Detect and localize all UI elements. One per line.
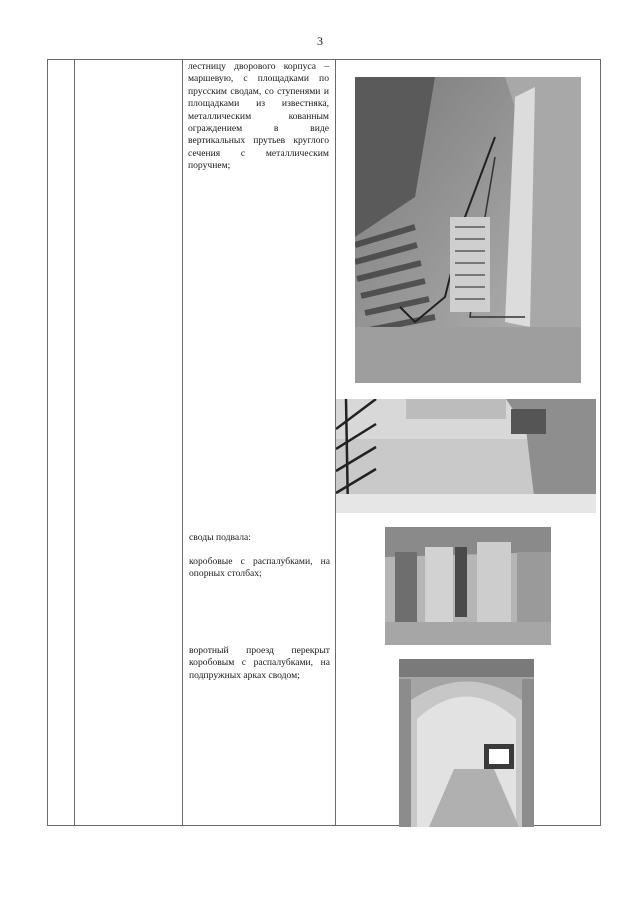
content-table [47, 59, 601, 826]
staircase-photo [355, 77, 581, 383]
basement-vaults-description: коробовые с распалубками, на опорных столбах; [189, 556, 330, 580]
basement-photo [385, 527, 551, 645]
gateway-description: воротный проезд перекрыт коробовым с распалубками, на подпружных арках сводом; [189, 645, 330, 681]
basement-vaults-heading: своды подвала: [189, 532, 251, 543]
column-divider [182, 60, 183, 825]
gateway-photo [399, 659, 534, 827]
landing-railing-photo [336, 399, 596, 513]
staircase-description: лестницу дворового корпуса – маршевую, с площадками по прусским сводам, со ступенями и площадками из известняка, металлическим кованным ограждением в виде вертикальных прутьев круглого сечения с металлическим поручнем; [188, 61, 329, 172]
page-number: 3 [317, 34, 323, 48]
column-divider [74, 60, 75, 825]
